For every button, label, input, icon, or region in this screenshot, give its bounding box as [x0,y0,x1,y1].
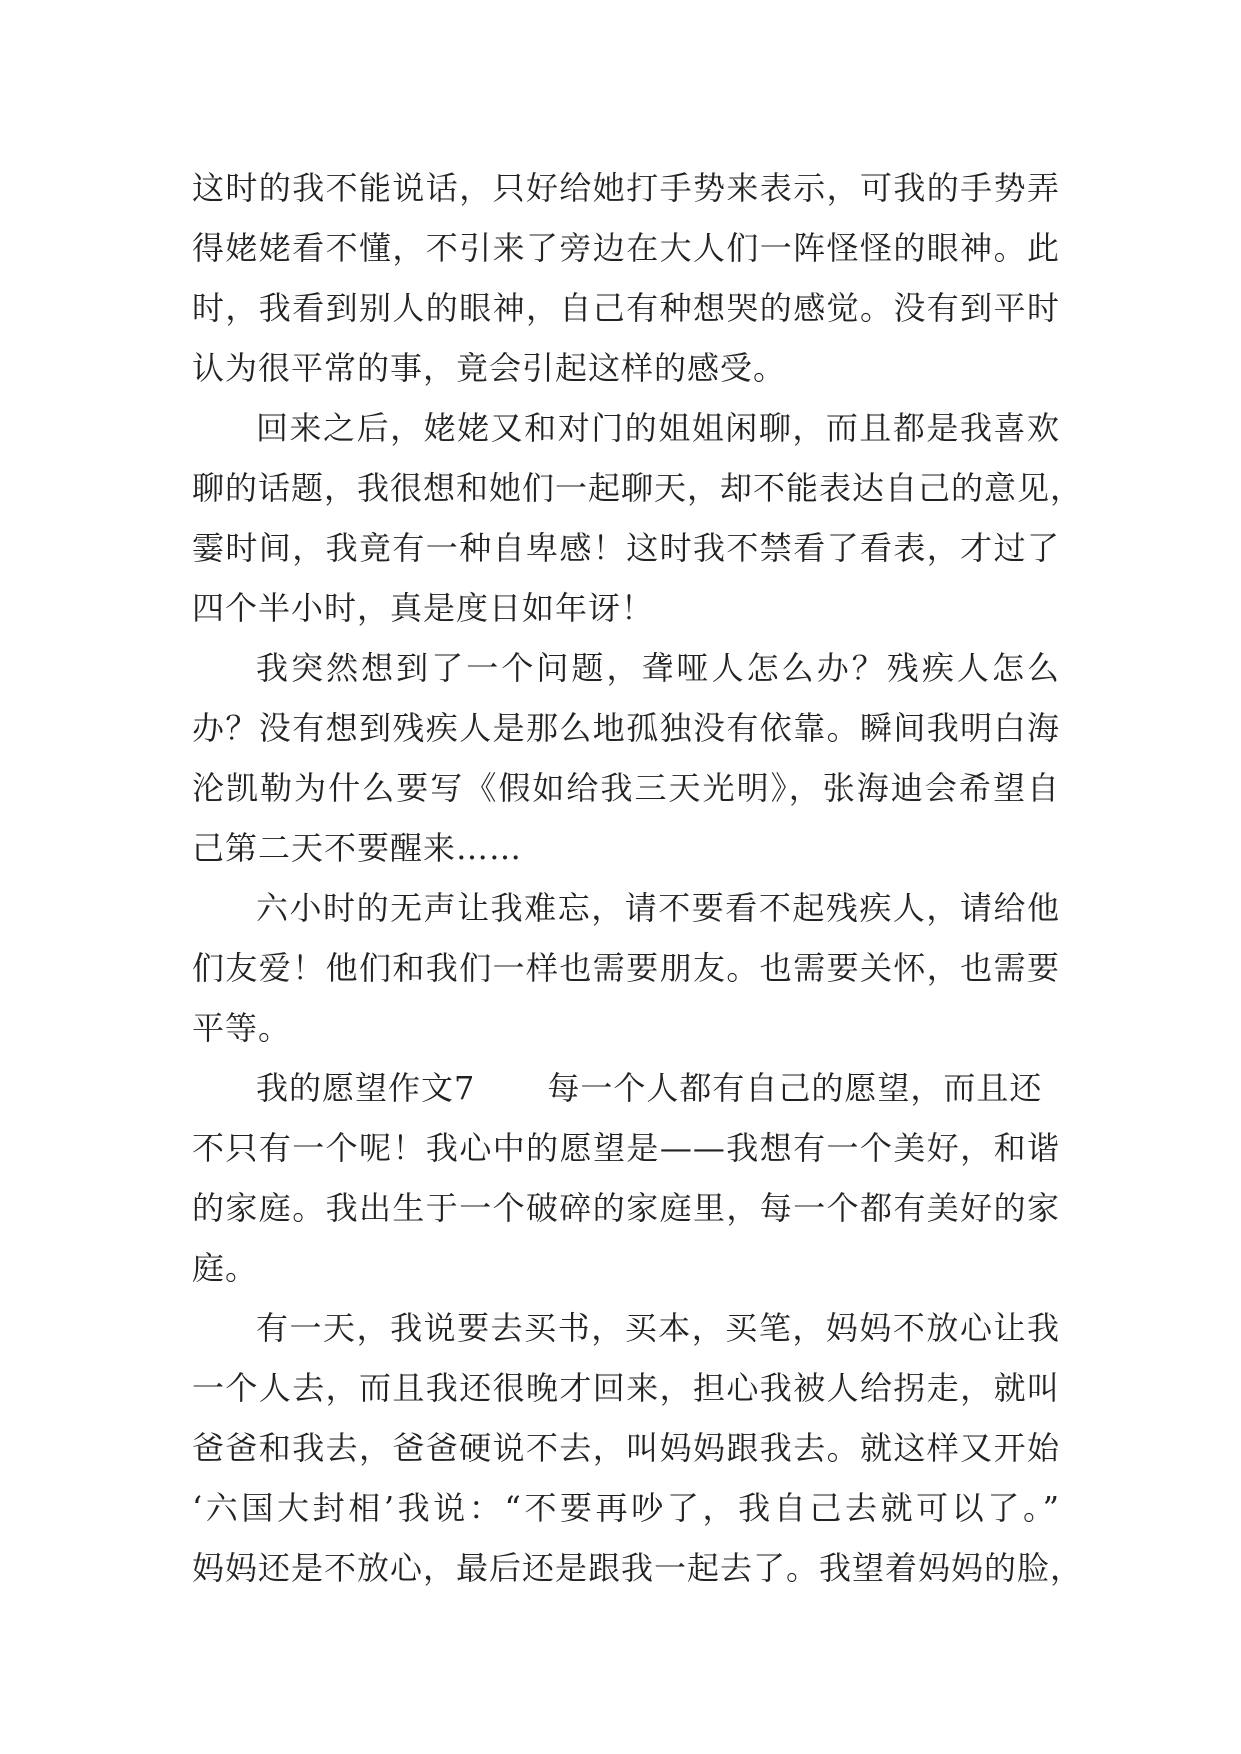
text-line: 沦凯勒为什么要写《假如给我三天光明》，张海迪会希望自 [192,769,1060,807]
text-line: 霎时间，我竟有一种自卑感！这时我不禁看了看表，才过了 [192,529,1060,567]
text-line: 这时的我不能说话，只好给她打手势来表示，可我的手势弄 [192,169,1060,207]
text-line: 庭。 [192,1249,259,1287]
text-line: 妈妈还是不放心，最后还是跟我一起去了。我望着妈妈的脸， [192,1549,1084,1587]
text-line: 办？没有想到残疾人是那么地孤独没有依靠。瞬间我明白海 [192,709,1060,747]
paragraph-5 [192,1058,1060,1298]
document-body [192,158,1084,1598]
text-line: 一个人去，而且我还很晚才回来，担心我被人给拐走，就叫 [192,1369,1060,1407]
text-line: 我突然想到了一个问题，聋哑人怎么办？残疾人怎么 [256,649,1060,687]
text-line: 的家庭。我出生于一个破碎的家庭里，每一个都有美好的家 [192,1189,1060,1227]
paragraph-1 [192,158,1060,398]
paragraph-6 [192,1298,1084,1598]
text-line: 有一天，我说要去买书，买本，买笔，妈妈不放心让我 [256,1309,1060,1347]
text-line: 认为很平常的事，竟会引起这样的感受。 [192,349,787,387]
paragraph-4 [192,878,1060,1058]
text-line: 聊的话题，我很想和她们一起聊天，却不能表达自己的意见， [192,469,1084,507]
text-line: ‘六国大封相’我说：“不要再吵了，我自己去就可以了。” [192,1489,1060,1527]
text-line: 己第二天不要醒来…… [192,829,523,867]
essay-title: 我的愿望作文7 [256,1069,476,1107]
text-line: 平等。 [192,1009,292,1047]
text-line: 得姥姥看不懂，不引来了旁边在大人们一阵怪怪的眼神。此 [192,229,1060,267]
paragraph-2 [192,398,1084,638]
essay-opening-text: 每一个人都有自己的愿望，而且还 [547,1069,1043,1107]
text-line: 四个半小时，真是度日如年讶！ [192,589,655,627]
text-line: 不只有一个呢！我心中的愿望是——我想有一个美好，和谐 [192,1129,1060,1167]
text-line: 六小时的无声让我难忘，请不要看不起残疾人，请给他 [256,889,1060,927]
text-line [192,1058,1060,1118]
paragraph-3 [192,638,1060,878]
text-line: 们友爱！他们和我们一样也需要朋友。也需要关怀，也需要 [192,949,1060,987]
text-line: 时，我看到别人的眼神，自己有种想哭的感觉。没有到平时 [192,289,1060,327]
text-line: 回来之后，姥姥又和对门的姐姐闲聊，而且都是我喜欢 [256,409,1060,447]
text-line: 爸爸和我去，爸爸硬说不去，叫妈妈跟我去。就这样又开始 [192,1429,1060,1467]
